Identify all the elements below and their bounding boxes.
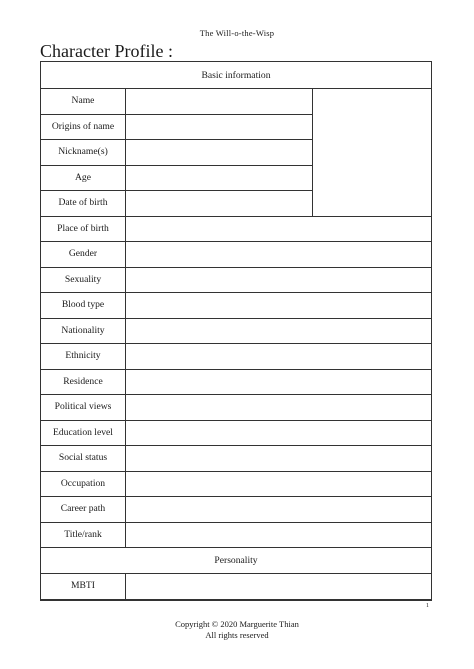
- field-value-education-level[interactable]: [126, 420, 431, 446]
- header-title: The Will-o-the-Wisp: [199, 28, 275, 38]
- character-profile-form: [40, 61, 432, 601]
- copyright-text: Copyright © 2020 Marguerite Thian: [175, 619, 299, 629]
- field-value-place-of-birth[interactable]: [126, 216, 431, 242]
- section-basic-information: Basic information: [201, 69, 271, 81]
- row-divider: [41, 216, 431, 217]
- field-label-place-of-birth: Place of birth: [57, 222, 109, 234]
- field-value-residence[interactable]: [126, 369, 431, 395]
- rights-text: All rights reserved: [205, 630, 269, 640]
- field-value-gender[interactable]: [126, 241, 431, 267]
- section-personality: Personality: [214, 554, 258, 566]
- row-divider: [41, 114, 312, 115]
- field-value-mbti[interactable]: [126, 573, 431, 599]
- field-label-age: Age: [75, 171, 91, 183]
- field-value-origins-of-name[interactable]: [126, 114, 312, 140]
- field-value-date-of-birth[interactable]: [126, 190, 312, 216]
- column-divider: [312, 88, 313, 216]
- field-label-occupation: Occupation: [60, 477, 106, 489]
- row-divider: [41, 139, 312, 140]
- row-divider: [41, 420, 431, 421]
- field-label-nickname-s: Nickname(s): [58, 146, 108, 158]
- field-value-occupation[interactable]: [126, 471, 431, 497]
- row-divider: [41, 496, 431, 497]
- row-divider: [41, 573, 431, 574]
- field-value-sexuality[interactable]: [126, 267, 431, 293]
- field-label-date-of-birth: Date of birth: [58, 197, 108, 209]
- field-value-career-path[interactable]: [126, 496, 431, 522]
- field-value-name[interactable]: [126, 88, 312, 114]
- page-number: 1: [426, 603, 429, 609]
- field-label-title-rank: Title/rank: [64, 528, 102, 540]
- field-label-name: Name: [71, 95, 95, 107]
- field-value-nationality[interactable]: [126, 318, 431, 344]
- row-divider: [41, 471, 431, 472]
- column-divider: [125, 573, 126, 599]
- row-divider: [41, 394, 431, 395]
- row-divider: [41, 241, 431, 242]
- row-divider: [41, 343, 431, 344]
- field-label-nationality: Nationality: [61, 324, 105, 336]
- field-label-mbti: MBTI: [71, 580, 95, 592]
- row-divider: [41, 292, 431, 293]
- row-divider: [41, 599, 431, 600]
- field-label-education-level: Education level: [53, 426, 113, 438]
- field-label-gender: Gender: [68, 248, 98, 260]
- row-divider: [41, 267, 431, 268]
- field-value-blood-type[interactable]: [126, 292, 431, 318]
- row-divider: [41, 88, 431, 89]
- row-divider: [41, 369, 431, 370]
- field-value-age[interactable]: [126, 165, 312, 191]
- field-label-residence: Residence: [63, 375, 103, 387]
- field-value-ethnicity[interactable]: [126, 343, 431, 369]
- field-label-sexuality: Sexuality: [64, 273, 102, 285]
- field-label-career-path: Career path: [60, 503, 106, 515]
- row-divider: [41, 318, 431, 319]
- field-value-title-rank[interactable]: [126, 522, 431, 548]
- column-divider: [125, 88, 126, 547]
- row-divider: [41, 190, 312, 191]
- field-label-origins-of-name: Origins of name: [51, 120, 115, 132]
- photo-box[interactable]: [313, 89, 431, 216]
- field-value-political-views[interactable]: [126, 394, 431, 420]
- document-title: Character Profile :: [40, 41, 173, 61]
- row-divider: [41, 445, 431, 446]
- row-divider: [41, 165, 312, 166]
- field-value-social-status[interactable]: [126, 445, 431, 471]
- field-label-blood-type: Blood type: [61, 299, 105, 311]
- field-value-nickname-s[interactable]: [126, 139, 312, 165]
- field-label-ethnicity: Ethnicity: [65, 350, 101, 362]
- row-divider: [41, 522, 431, 523]
- field-label-social-status: Social status: [58, 452, 108, 464]
- field-label-political-views: Political views: [54, 401, 112, 413]
- footer: [0, 619, 474, 641]
- row-divider: [41, 547, 431, 548]
